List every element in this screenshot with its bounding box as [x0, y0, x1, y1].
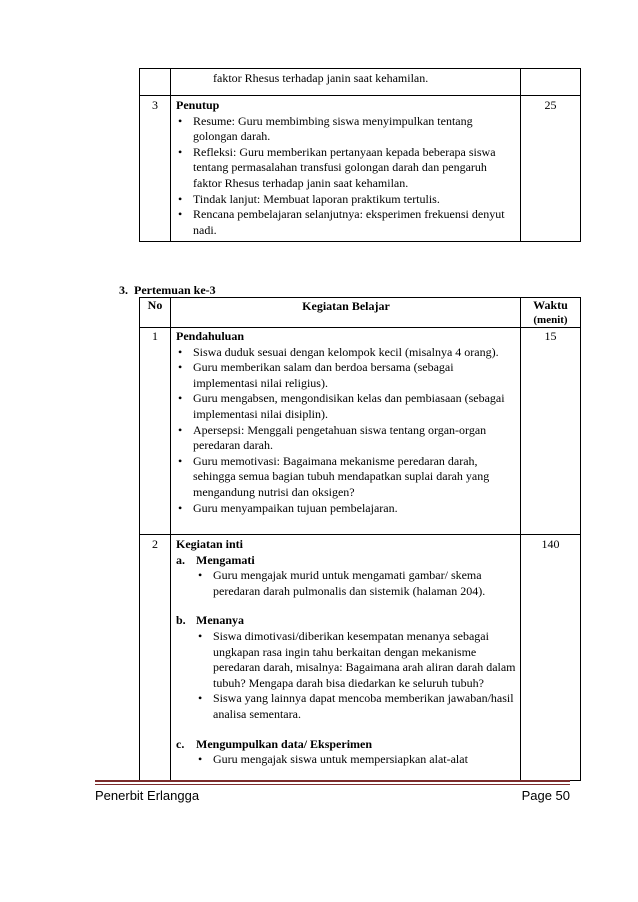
- list-item: • Guru mengajak siswa untuk mempersiapkan alat-alat: [196, 752, 516, 768]
- header-activity: Kegiatan Belajar: [171, 298, 521, 328]
- footer-divider-thin: [95, 784, 570, 785]
- no-cell: 3: [140, 96, 171, 242]
- row-title: Penutup: [176, 98, 220, 112]
- header-no: No: [140, 298, 171, 328]
- header-time: Waktu (menit): [521, 298, 581, 328]
- footer-divider: [95, 780, 570, 782]
- no-cell: 2: [140, 535, 171, 781]
- activity-table-continued: [139, 68, 581, 242]
- list-item: • Resume: Guru membimbing siswa menyimpulkan tentang golongan darah.: [176, 114, 516, 145]
- footer-publisher: Penerbit Erlangga: [95, 788, 200, 803]
- table-row: [140, 328, 581, 535]
- table-row: [140, 535, 581, 781]
- activity-cell: [171, 69, 521, 96]
- table-header-row: [140, 298, 581, 328]
- bullet-list: [196, 568, 516, 599]
- list-item: • Guru mengajak murid untuk mengamati gambar/ skema peredaran darah pulmonalis dan sistemik (halaman 204).: [196, 568, 516, 599]
- time-cell: 25: [521, 96, 581, 242]
- list-item: • Rencana pembelajaran selanjutnya: eksperimen frekuensi denyut nadi.: [176, 207, 516, 238]
- list-item: • Refleksi: Guru memberikan pertanyaan kepada beberapa siswa tentang permasalahan transfusi golongan darah dan pengaruh faktor Rhesus terhadap janin saat kehamilan.: [176, 145, 516, 192]
- footer-page-number: Page 50: [521, 788, 570, 803]
- continued-text: faktor Rhesus terhadap janin saat kehamilan.: [213, 71, 429, 85]
- table-row: [140, 96, 581, 242]
- section-heading: 3. Pertemuan ke-3: [119, 283, 216, 297]
- subsection-b-heading: b. Menanya: [176, 613, 244, 628]
- no-cell: 1: [140, 328, 171, 535]
- bullet-list: [176, 114, 516, 239]
- list-item: • Apersepsi: Menggali pengetahuan siswa tentang organ-organ peredaran darah.: [176, 423, 516, 454]
- bullet-list: [196, 752, 516, 768]
- time-cell: 15: [521, 328, 581, 535]
- list-item: • Guru memberikan salam dan berdoa bersama (sebagai implementasi nilai religius).: [176, 360, 516, 391]
- subsection-a-heading: a. Mengamati: [176, 552, 255, 567]
- row-title: Kegiatan inti: [176, 537, 244, 551]
- time-cell: [521, 69, 581, 96]
- table-row: [140, 69, 581, 96]
- time-cell: 140: [521, 535, 581, 781]
- list-item: • Guru menyampaikan tujuan pembelajaran.: [176, 501, 516, 517]
- list-item: • Tindak lanjut: Membuat laporan praktikum tertulis.: [176, 192, 516, 208]
- activity-cell: [171, 328, 521, 535]
- activity-cell: [171, 96, 521, 242]
- list-item: • Guru memotivasi: Bagaimana mekanisme peredaran darah, sehingga semua bagian tubuh mendapatkan suplai darah yang mengandung nutrisi dan oksigen?: [176, 454, 516, 501]
- list-item: • Guru mengabsen, mengondisikan kelas dan pembiasaan (sebagai implementasi nilai disiplin).: [176, 391, 516, 422]
- activity-table: [139, 297, 581, 781]
- list-item: • Siswa duduk sesuai dengan kelompok kecil (misalnya 4 orang).: [176, 345, 516, 361]
- bullet-list: [196, 629, 516, 723]
- bullet-list: [176, 345, 516, 517]
- activity-cell: [171, 535, 521, 781]
- row-title: Pendahuluan: [176, 329, 245, 343]
- subsection-c-heading: c. Mengumpulkan data/ Eksperimen: [176, 736, 373, 751]
- no-cell: [140, 69, 171, 96]
- list-item: • Siswa dimotivasi/diberikan kesempatan menanya sebagai ungkapan rasa ingin tahu berkaitan dengan mekanisme peredaran darah, misalnya: Bagaimana arah aliran darah dalam tubuh? Mengapa darah bisa diedarkan ke seluruh tubuh?: [196, 629, 516, 691]
- list-item: • Siswa yang lainnya dapat mencoba memberikan jawaban/hasil analisa sementara.: [196, 691, 516, 722]
